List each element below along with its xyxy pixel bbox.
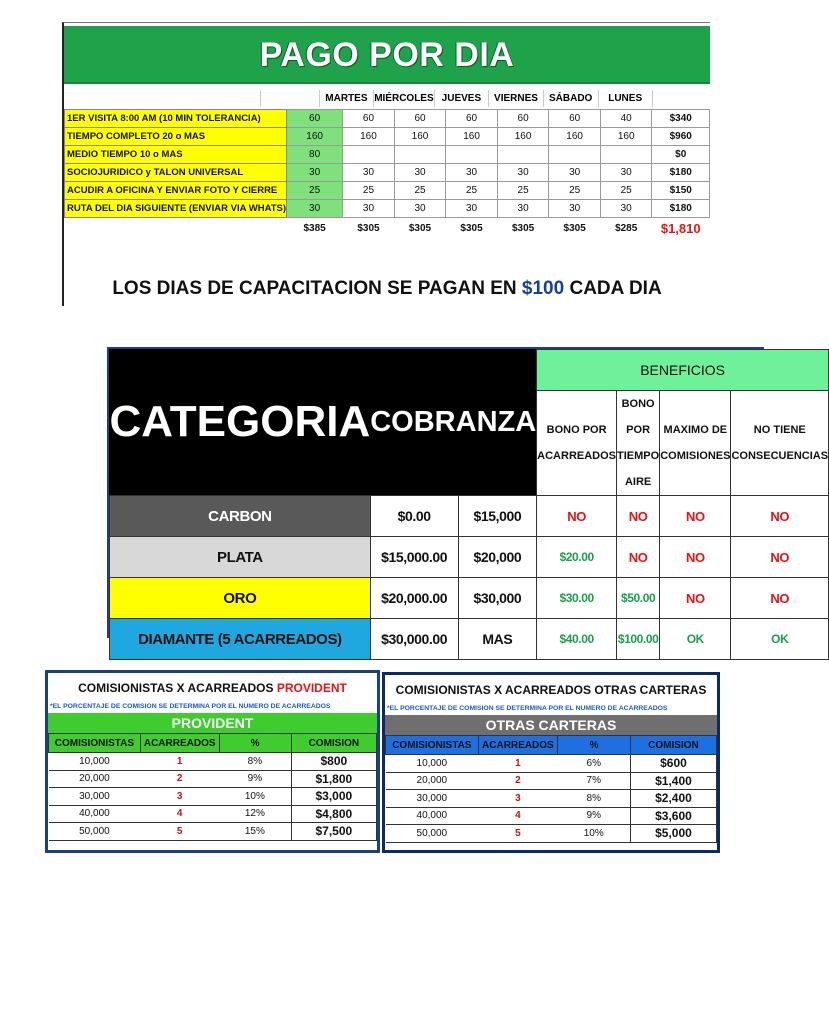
pago-row	[65, 200, 710, 218]
col-header: ACARREADOS	[478, 736, 557, 755]
benefit-col-header: MAXIMO DE COMISIONES	[660, 391, 731, 496]
header-spacer	[64, 90, 261, 107]
comision-value: $3,000	[291, 788, 376, 806]
cobranza-from: $15,000.00	[370, 537, 458, 578]
base-amount: 25	[287, 182, 343, 200]
cobranza-title: COBRANZA	[370, 405, 537, 438]
day-amount	[343, 146, 395, 164]
day-amount: 30	[600, 164, 652, 182]
day-header: SÁBADO	[543, 90, 598, 107]
day-amount: 160	[343, 128, 395, 146]
comisionistas-value: 30,000	[49, 788, 141, 806]
benefit-value: NO	[731, 578, 829, 619]
pago-title: PAGO POR DIA	[64, 26, 710, 84]
categoria-section	[107, 347, 829, 648]
concept-label: ACUDIR A OFICINA Y ENVIAR FOTO Y CIERRE	[65, 182, 287, 200]
note-text: LOS DIAS DE CAPACITACION SE PAGAN EN	[112, 278, 522, 299]
comisionistas-value: 50,000	[49, 823, 141, 841]
provident-note: *EL PORCENTAJE DE COMISION SE DETERMINA POR EL NUMERO DE ACARREADOS	[50, 703, 331, 710]
day-amount	[549, 146, 601, 164]
acarreados-value: 5	[140, 823, 219, 841]
otras-note: *EL PORCENTAJE DE COMISION SE DETERMINA POR EL NUMERO DE ACARREADOS	[387, 705, 668, 712]
day-amount: 160	[394, 128, 446, 146]
commission-row	[386, 755, 717, 773]
benefit-col-header: BONO POR ACARREADOS	[537, 391, 617, 496]
percent-value: 7%	[558, 772, 631, 790]
day-amount	[394, 146, 446, 164]
provident-commission-table	[45, 670, 380, 853]
cobranza-to: $15,000	[458, 496, 537, 537]
categoria-row	[110, 537, 829, 578]
day-amount: 60	[549, 110, 601, 128]
day-amount: 40	[600, 110, 652, 128]
day-amount: 30	[497, 200, 549, 218]
beneficios-title: BENEFICIOS	[537, 350, 829, 391]
benefit-value: $40.00	[537, 619, 617, 660]
column-total: $285	[615, 222, 638, 234]
footer-spacer	[65, 218, 287, 239]
day-amount: 60	[394, 110, 446, 128]
base-amount: 80	[287, 146, 343, 164]
categoria-row	[110, 578, 829, 619]
benefit-value: NO	[660, 537, 731, 578]
commission-row	[49, 788, 377, 806]
otras-rows	[385, 735, 717, 843]
benefit-value: $30.00	[537, 578, 617, 619]
day-amount: 30	[600, 200, 652, 218]
benefit-value: OK	[731, 619, 829, 660]
percent-value: 10%	[219, 788, 291, 806]
comisionistas-value: 10,000	[386, 755, 479, 773]
day-header: MARTES	[319, 90, 374, 107]
pago-row	[65, 182, 710, 200]
otras-band: OTRAS CARTERAS	[385, 715, 717, 735]
benefit-value: NO	[537, 496, 617, 537]
commission-row	[49, 753, 377, 771]
note-text-end: CADA DIA	[564, 278, 662, 299]
column-total: $305	[563, 222, 586, 234]
column-total: $385	[303, 222, 326, 234]
acarreados-value: 2	[478, 772, 557, 790]
percent-value: 9%	[558, 807, 631, 825]
concept-label: 1ER VISITA 8:00 AM (10 MIN TOLERANCIA)	[65, 110, 287, 128]
comision-value: $800	[291, 753, 376, 771]
benefit-value: NO	[617, 537, 660, 578]
day-amount: 30	[497, 164, 549, 182]
percent-value: 15%	[219, 823, 291, 841]
col-header: %	[219, 734, 291, 753]
comision-value: $1,800	[291, 770, 376, 788]
category-name: PLATA	[110, 537, 371, 578]
column-total: $305	[408, 222, 432, 234]
categoria-row	[110, 619, 829, 660]
cobranza-from: $30,000.00	[370, 619, 458, 660]
acarreados-value: 1	[140, 753, 219, 771]
day-header: LUNES	[598, 90, 652, 107]
day-header: JUEVES	[434, 90, 489, 107]
category-name: CARBON	[110, 496, 371, 537]
benefit-value: OK	[660, 619, 731, 660]
col-header: COMISIONISTAS	[386, 736, 479, 755]
benefit-value: NO	[660, 496, 731, 537]
comisionistas-value: 40,000	[49, 805, 141, 823]
commission-row	[386, 807, 717, 825]
day-amount: 25	[600, 182, 652, 200]
benefit-col-header: BONO POR TIEMPO AIRE	[617, 391, 660, 496]
categoria-table	[109, 349, 829, 660]
commission-row	[49, 805, 377, 823]
column-total: $305	[357, 222, 380, 234]
comision-value: $2,400	[630, 790, 716, 808]
acarreados-value: 4	[140, 805, 219, 823]
comision-value: $1,400	[630, 772, 716, 790]
benefit-col-header: NO TIENE CONSECUENCIAS	[731, 391, 829, 496]
acarreados-value: 5	[478, 825, 557, 843]
category-name: DIAMANTE (5 ACARREADOS)	[110, 619, 371, 660]
capacitacion-note	[64, 278, 710, 300]
note-amount: $100	[521, 278, 565, 299]
cobranza-from: $20,000.00	[370, 578, 458, 619]
categoria-row	[110, 496, 829, 537]
column-total: $305	[460, 222, 483, 234]
commission-row	[386, 772, 717, 790]
day-amount: 25	[549, 182, 601, 200]
pago-day-header	[64, 90, 710, 107]
acarreados-value: 4	[478, 807, 557, 825]
pago-footer-row	[65, 218, 710, 239]
header-spacer	[261, 90, 319, 107]
acarreados-value: 2	[140, 770, 219, 788]
grand-total: $1,810	[660, 220, 701, 236]
header-spacer	[652, 90, 710, 107]
row-total: $180	[652, 164, 710, 182]
commission-row	[49, 823, 377, 841]
day-amount: 30	[343, 200, 395, 218]
provident-title: COMISIONISTAS X ACARREADOS PROVIDENT	[78, 681, 347, 695]
day-amount: 25	[343, 182, 395, 200]
percent-value: 10%	[558, 825, 631, 843]
provident-rows	[48, 733, 377, 841]
col-header: COMISION	[630, 736, 716, 755]
pago-row	[65, 128, 710, 146]
comision-value: $7,500	[291, 823, 376, 841]
concept-label: MEDIO TIEMPO 10 o MAS	[65, 146, 287, 164]
day-amount: 30	[446, 164, 498, 182]
day-amount: 160	[549, 128, 601, 146]
col-header: ACARREADOS	[140, 734, 219, 753]
benefit-value: NO	[731, 537, 829, 578]
pago-row	[65, 164, 710, 182]
pago-table	[64, 109, 710, 238]
cobranza-to: MAS	[458, 619, 537, 660]
pago-row	[65, 146, 710, 164]
benefit-value: $50.00	[617, 578, 660, 619]
comision-value: $3,600	[630, 807, 716, 825]
concept-label: SOCIOJURIDICO y TALON UNIVERSAL	[65, 164, 287, 182]
row-total: $340	[652, 110, 710, 128]
comisionistas-value: 50,000	[386, 825, 479, 843]
acarreados-value: 3	[478, 790, 557, 808]
row-total: $180	[652, 200, 710, 218]
base-amount: 60	[287, 110, 343, 128]
percent-value: 8%	[558, 790, 631, 808]
day-amount: 25	[446, 182, 498, 200]
day-amount: 160	[600, 128, 652, 146]
cobranza-to: $20,000	[458, 537, 537, 578]
pago-por-dia-section	[62, 22, 710, 306]
row-total: $150	[652, 182, 710, 200]
provident-band: PROVIDENT	[48, 713, 377, 733]
day-amount: 30	[343, 164, 395, 182]
column-total: $305	[511, 222, 535, 234]
concept-label: RUTA DEL DIA SIGUIENTE (ENVIAR VIA WHATS)	[65, 200, 287, 218]
day-amount: 30	[394, 164, 446, 182]
otras-title: COMISIONISTAS X ACARREADOS OTRAS CARTERAS	[395, 683, 707, 697]
comisionistas-value: 10,000	[49, 753, 141, 771]
benefit-value: NO	[731, 496, 829, 537]
comisionistas-value: 40,000	[386, 807, 479, 825]
benefit-value: $100.00	[617, 619, 660, 660]
day-amount	[600, 146, 652, 164]
day-amount: 60	[497, 110, 549, 128]
comisionistas-value: 30,000	[386, 790, 479, 808]
percent-value: 8%	[219, 753, 291, 771]
comision-value: $4,800	[291, 805, 376, 823]
percent-value: 6%	[558, 755, 631, 773]
col-header: COMISIONISTAS	[49, 734, 141, 753]
cobranza-from: $0.00	[370, 496, 458, 537]
row-total: $960	[652, 128, 710, 146]
concept-label: TIEMPO COMPLETO 20 o MAS	[65, 128, 287, 146]
commission-row	[386, 825, 717, 843]
base-amount: 160	[287, 128, 343, 146]
day-amount: 25	[497, 182, 549, 200]
col-header: COMISION	[291, 734, 376, 753]
categoria-title: CATEGORIA	[109, 397, 371, 447]
commission-row	[49, 770, 377, 788]
day-amount: 160	[446, 128, 498, 146]
day-amount: 30	[446, 200, 498, 218]
day-amount: 60	[343, 110, 395, 128]
comisionistas-value: 20,000	[49, 770, 141, 788]
acarreados-value: 1	[478, 755, 557, 773]
base-amount: 30	[287, 200, 343, 218]
day-amount: 30	[549, 164, 601, 182]
day-amount: 160	[497, 128, 549, 146]
col-header: %	[558, 736, 631, 755]
day-header: MIÉRCOLES	[374, 90, 434, 107]
day-amount: 25	[394, 182, 446, 200]
day-amount: 30	[394, 200, 446, 218]
otras-carteras-commission-table	[382, 672, 720, 853]
row-total: $0	[652, 146, 710, 164]
day-amount	[497, 146, 549, 164]
day-amount: 60	[446, 110, 498, 128]
comisionistas-value: 20,000	[386, 772, 479, 790]
base-amount: 30	[287, 164, 343, 182]
benefit-value: NO	[660, 578, 731, 619]
acarreados-value: 3	[140, 788, 219, 806]
day-header: VIERNES	[489, 90, 544, 107]
day-amount	[446, 146, 498, 164]
benefit-value: $20.00	[537, 537, 617, 578]
benefit-value: NO	[617, 496, 660, 537]
category-name: ORO	[110, 578, 371, 619]
percent-value: 12%	[219, 805, 291, 823]
pago-row	[65, 110, 710, 128]
comision-value: $600	[630, 755, 716, 773]
comision-value: $5,000	[630, 825, 716, 843]
commission-row	[386, 790, 717, 808]
day-amount: 30	[549, 200, 601, 218]
cobranza-to: $30,000	[458, 578, 537, 619]
percent-value: 9%	[219, 770, 291, 788]
